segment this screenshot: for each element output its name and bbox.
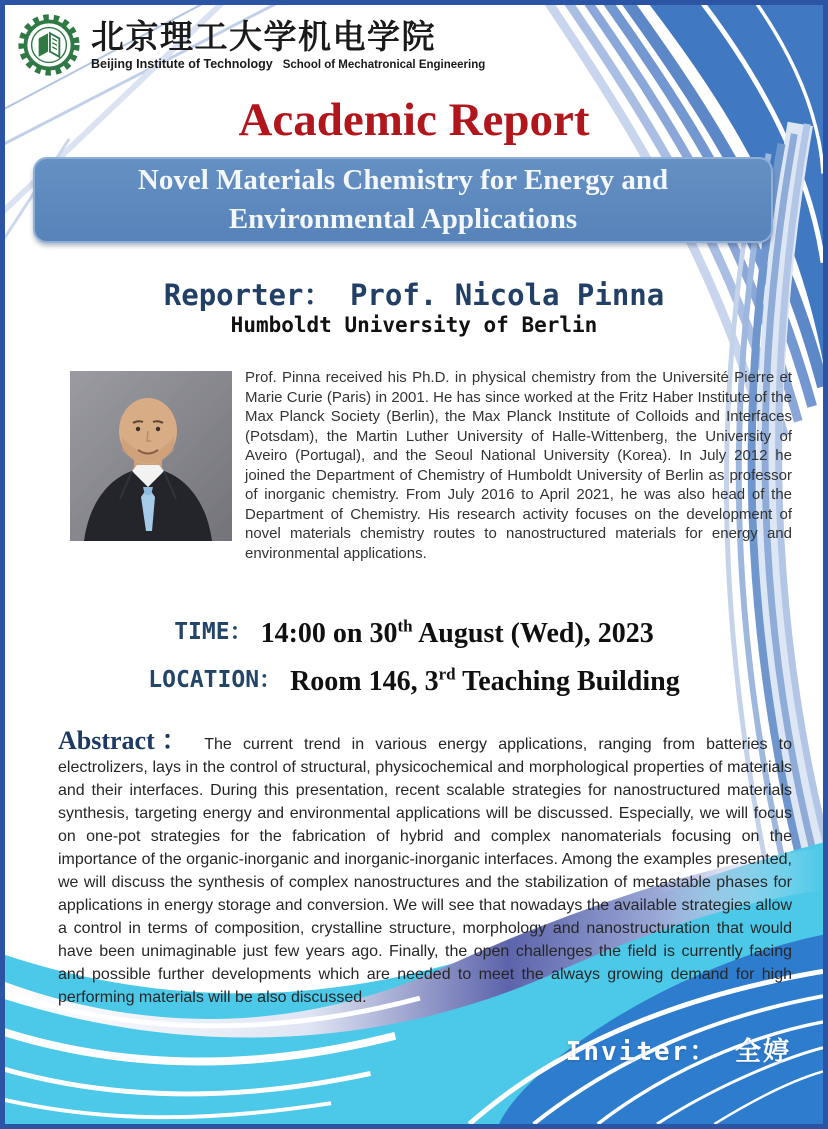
reporter-label: Reporter：	[163, 278, 333, 312]
bio-text: Prof. Pinna received his Ph.D. in physical chemistry from the Université Pierre et Marie Curie (Paris) in 2001. He has since worked at the Fritz Haber Institute of the Max Planck Society (Berlin), the Max Planck Institute of Colloids and Interfaces (Potsdam), the Martin Luther University of Halle-Wittenberg, the University of Aveiro (Portugal), and the Seoul National University (Korea). In July 2012 he joined the Department of Chemistry of Humboldt University of Berlin as professor of inorganic chemistry. From July 2016 to April 2021, he was also head of the Department of Chemistry. His research activity focuses on the development of novel materials chemistry routes to nanostructured materials for energy and environmental applications.	[245, 369, 792, 562]
school-logo-gear-icon	[17, 13, 81, 77]
time-label: TIME：	[174, 619, 253, 645]
school-name-cn: 北京理工大学机电学院	[91, 18, 436, 55]
abstract-label: Abstract：	[58, 726, 195, 755]
school-name-en-institute: Beijing Institute of Technology	[91, 57, 273, 71]
poster-content	[5, 5, 823, 1124]
page-title: Academic Report	[238, 94, 590, 146]
abstract-section	[58, 726, 792, 1009]
abstract-text: The current trend in various energy applications, ranging from batteries to electrolizers, lays in the control of structural, physicochemical and morphological properties of materials and their interfaces. During this presentation, recent scalable strategies for nanostructured materials synthesis, targeting energy and environmental applications will be discussed. Especially, we will focus on one-pot strategies for the fabrication of hybrid and complex nanomaterials focusing on the importance of the organic-inorganic and inorganic-inorganic interfaces. Among the examples presented, we will discuss the synthesis of complex nanostructures and the stabilization of metastable phases for applications in energy storage and conversion. We will see that nowadays the available strategies allow a control in terms of composition, crystalline structure, morphology and nanostructuration that would have been unimaginable just few years ago. Finally, the open challenges the field is currently facing and possible further developments which are needed to meet the always growing demand for high performing materials will be also discussed.	[58, 736, 792, 1006]
school-name-block	[91, 19, 485, 71]
school-name-en-school: School of Mechatronical Engineering	[282, 59, 486, 71]
location-row	[5, 661, 823, 698]
talk-title-line1: Novel Materials Chemistry for Energy and	[137, 164, 669, 196]
inviter-name: 全婷	[734, 1037, 791, 1067]
inviter-label: Inviter：	[565, 1037, 718, 1067]
talk-title-banner	[33, 157, 773, 243]
location-value: Room 146, 3rd Teaching Building	[290, 664, 680, 697]
talk-title-line2: Environmental Applications	[228, 203, 578, 235]
speaker-bio	[70, 368, 792, 563]
location-label: LOCATION：	[148, 667, 283, 693]
inviter-line	[566, 1031, 791, 1068]
reporter-affiliation: Humboldt University of Berlin	[230, 313, 598, 337]
time-row	[5, 613, 823, 650]
school-name-en	[91, 57, 485, 71]
speaker-portrait	[70, 371, 232, 541]
reporter-line	[5, 273, 823, 314]
header	[17, 13, 485, 77]
reporter-name: Prof. Nicola Pinna	[349, 278, 665, 312]
time-value: 14:00 on 30th August (Wed), 2023	[260, 616, 654, 649]
